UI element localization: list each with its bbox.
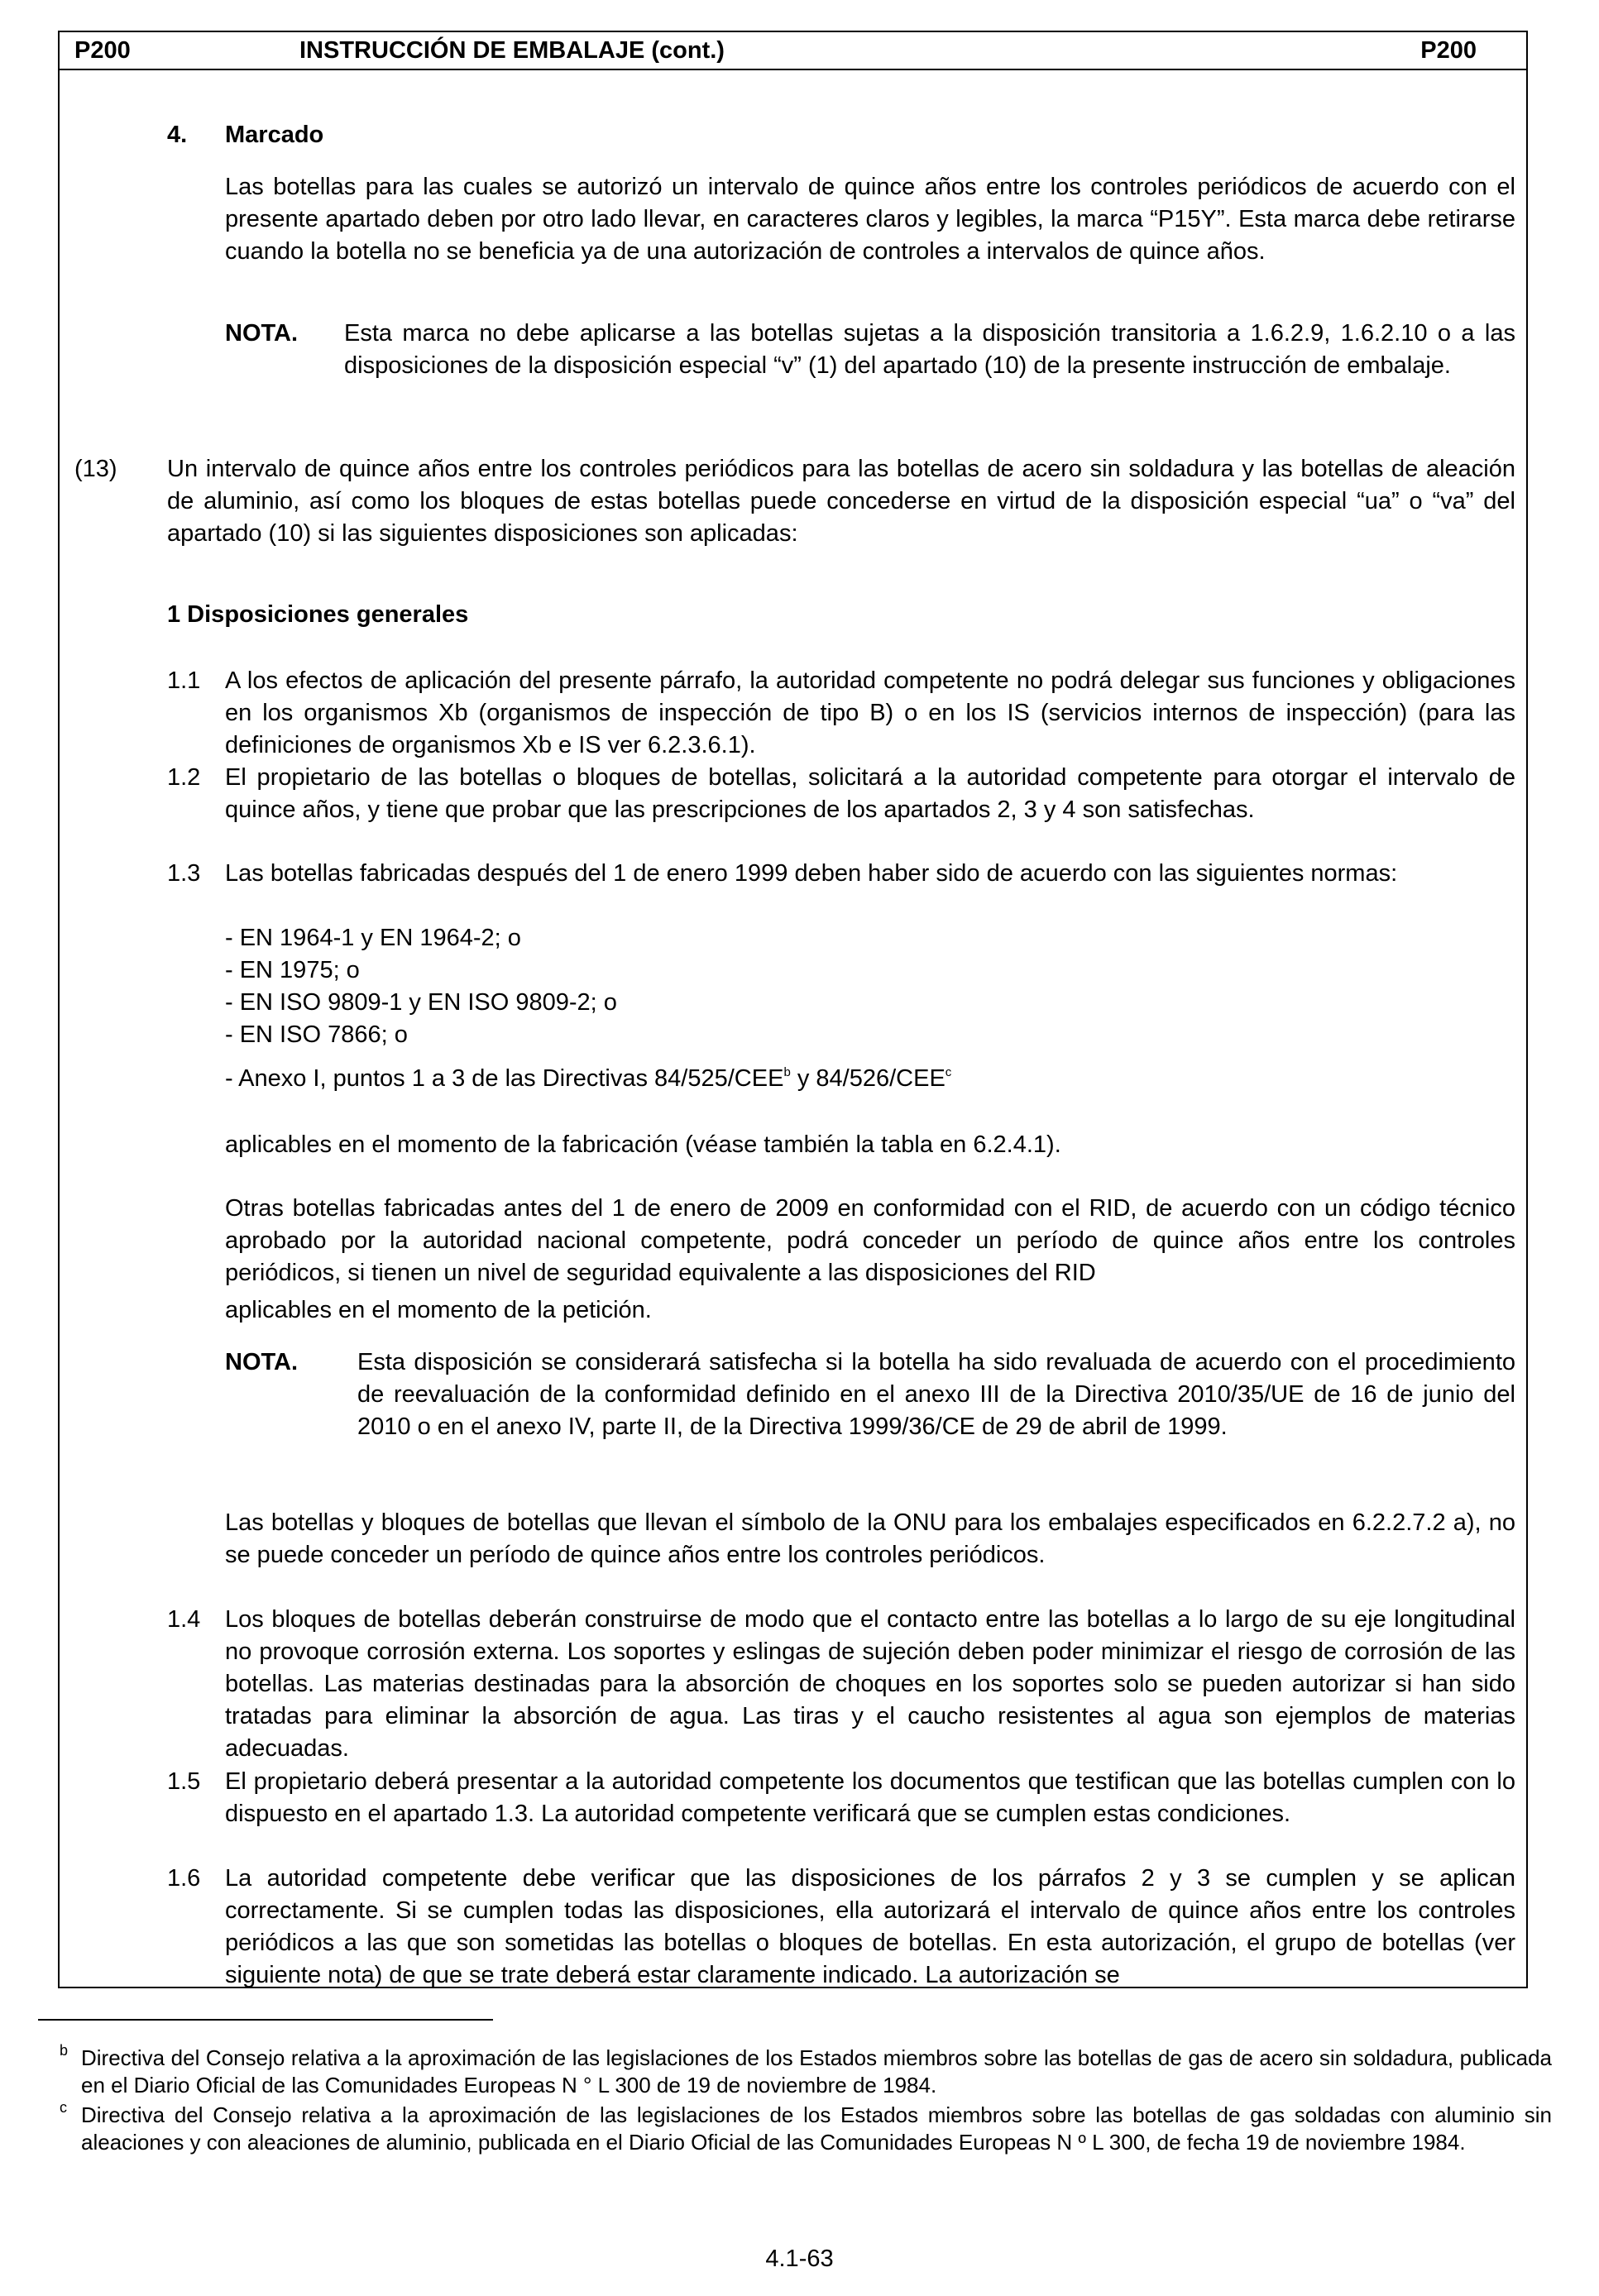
annex-text-pre: - Anexo I, puntos 1 a 3 de las Directivas 84/525/CEE xyxy=(225,1065,784,1092)
item-1-6-text: La autoridad competente debe verificar que las disposiciones de los párrafos 2 y 3 se cumplen y se aplican correctamente. Si se cumplen todas las disposiciones, ella autorizará el intervalo de quince años entre los controles periódicos a las que son sometidas las botellas o bloques de botellas. En esta autorización, el grupo de botellas (ver siguiente nota) de que se trate deberá estar claramente indicado. La autorización se xyxy=(225,1865,1515,1988)
item-1-1-number: 1.1 xyxy=(167,667,201,694)
item-1-2-text: El propietario de las botellas o bloques de botellas, solicitará a la autoridad competente para otorgar el intervalo de quince años, y tiene que probar que las prescripciones de los apartados 2, 3 y 4 son satisfechas. xyxy=(225,764,1515,823)
footnote-mark-b: b xyxy=(60,2042,69,2059)
other-bottles-end: aplicables en el momento de la petición. xyxy=(225,1297,652,1323)
norm-item: - EN ISO 7866; o xyxy=(225,1021,408,1048)
footnote-ref-b: b xyxy=(783,1065,791,1079)
marcado-number: 4. xyxy=(167,122,188,148)
item-1-4-number: 1.4 xyxy=(167,1606,201,1633)
instruction-header xyxy=(60,32,1526,70)
item-1-3-number: 1.3 xyxy=(167,860,201,887)
item-1-4-text: Los bloques de botellas deberán construirse de modo que el contacto entre las botellas a lo largo de su eje longitudinal no provoque corrosión externa. Los soportes y eslingas de sujeción deben poder minimizar el riesgo de corrosión de las botellas. Las materias destinadas para la absorción de choques en los soportes solo se pueden autorizar si han sido tratadas para eliminar la absorción de agua. Las tiras y el caucho resistentes al agua son ejemplos de materias adecuadas. xyxy=(225,1606,1515,1762)
general-heading: 1 Disposiciones generales xyxy=(167,601,469,628)
page-number: 4.1-63 xyxy=(765,2246,834,2272)
footnote-c: Directiva del Consejo relativa a la aproximación de las legislaciones de los Estados miembros sobre las botellas de gas soldadas con aluminio sin aleaciones y con aleaciones de aluminio, publicada en el Diario Oficial de las Comunidades Europeas N º L 300, de fecha 19 de noviembre 1984. xyxy=(81,2102,1552,2155)
item-1-1-text: A los efectos de aplicación del presente párrafo, la autoridad competente no podrá delegar sus funciones y obligaciones en los organismos Xb (organismos de inspección de tipo B) o en los IS (servicios internos de inspección) (para las definiciones de organismos Xb e IS ver 6.2.3.6.1). xyxy=(225,667,1515,758)
footnote-ref-c: c xyxy=(945,1065,952,1079)
header-title: INSTRUCCIÓN DE EMBALAJE (cont.) xyxy=(299,37,725,64)
norm-item: - EN 1964-1 y EN 1964-2; o xyxy=(225,925,521,951)
marcado-heading: Marcado xyxy=(225,122,324,148)
section13-text: Un intervalo de quince años entre los controles periódicos para las botellas de acero sin soldadura y las botellas de aleación de aluminio, así como los bloques de estas botellas puede concederse en virtud de la disposición especial “ua” o “va” del apartado (10) si las siguientes disposiciones son aplicadas: xyxy=(167,456,1515,547)
nota-text: Esta marca no debe aplicarse a las botellas sujetas a la disposición transitoria a 1.6.2.9, 1.6.2.10 o a las disposiciones de la disposición especial “v” (1) del apartado (10) de la presente instrucción de embalaje. xyxy=(344,320,1515,379)
footnote-b: Directiva del Consejo relativa a la aproximación de las legislaciones de los Estados miembros sobre las botellas de gas de acero sin soldadura, publicada en el Diario Oficial de las Comunidades Europeas N ° L 300 de 19 de noviembre de 1984. xyxy=(81,2045,1552,2097)
nota-label: NOTA. xyxy=(225,320,299,347)
item-1-3-text: Las botellas fabricadas después del 1 de enero 1999 deben haber sido de acuerdo con las siguientes normas: xyxy=(225,860,1398,887)
norm-item: - EN ISO 9809-1 y EN ISO 9809-2; o xyxy=(225,989,617,1016)
header-right-code: P200 xyxy=(1420,37,1477,64)
item-1-2-number: 1.2 xyxy=(167,764,201,791)
marcado-text: Las botellas para las cuales se autorizó un intervalo de quince años entre los controles periódicos de acuerdo con el presente apartado deben por otro lado llevar, en caracteres claros y legibles, la marca “P15Y”. Esta marca debe retirarse cuando la botella no se beneficia ya de una autorización de controles a intervalos de quince años. xyxy=(225,174,1515,265)
nota2-text: Esta disposición se considerará satisfecha si la botella ha sido revaluada de acuerdo con el procedimiento de reevaluación de la conformidad definido en el anexo III de la Directiva 2010/35/UE de 16 de junio del 2010 o en el anexo IV, parte II, de la Directiva 1999/36/CE de 29 de abril de 1999. xyxy=(357,1349,1515,1440)
item-1-5-text: El propietario deberá presentar a la autoridad competente los documentos que testifican que las botellas cumplen con lo dispuesto en el apartado 1.3. La autoridad competente verificará que se cumplen estas condiciones. xyxy=(225,1768,1515,1827)
norm-item: - EN 1975; o xyxy=(225,957,360,983)
nota2-label: NOTA. xyxy=(225,1349,299,1375)
footnote-mark-c: c xyxy=(60,2099,67,2116)
annex-text-mid: y 84/526/CEE xyxy=(790,1065,946,1092)
other-bottles-text: Otras botellas fabricadas antes del 1 de enero de 2009 en conformidad con el RID, de acuerdo con un código técnico aprobado por la autoridad nacional competente, podrá conceder un período de quince años entre los controles periódicos, si tienen un nivel de seguridad equivalente a las disposiciones del RID xyxy=(225,1195,1515,1286)
item-1-5-number: 1.5 xyxy=(167,1768,201,1795)
annex-line xyxy=(225,1063,951,1095)
applicable-text: aplicables en el momento de la fabricación (véase también la tabla en 6.2.4.1). xyxy=(225,1131,1061,1158)
item-1-6-number: 1.6 xyxy=(167,1865,201,1892)
section13-number: (13) xyxy=(74,456,117,482)
onu-text: Las botellas y bloques de botellas que llevan el símbolo de la ONU para los embalajes especificados en 6.2.2.7.2 a), no se puede conceder un período de quince años entre los controles periódicos. xyxy=(225,1509,1515,1568)
footnote-rule xyxy=(38,2019,493,2021)
header-left-code: P200 xyxy=(74,37,131,64)
